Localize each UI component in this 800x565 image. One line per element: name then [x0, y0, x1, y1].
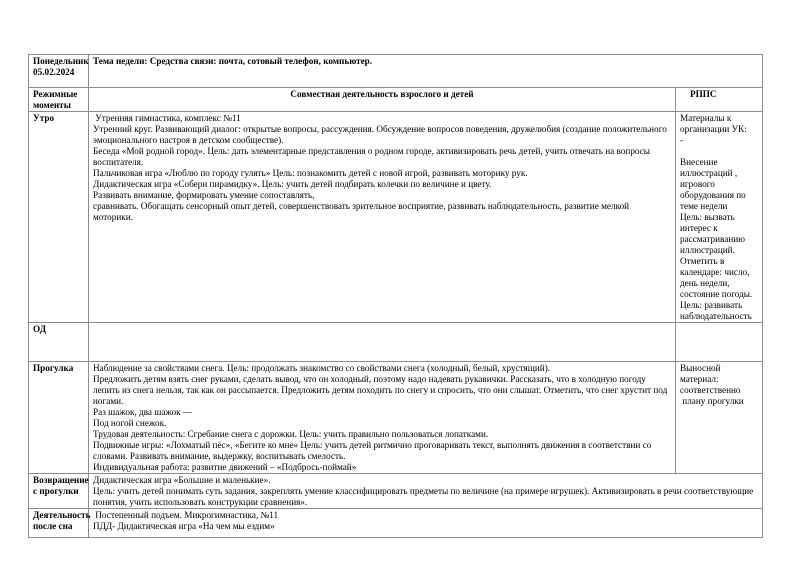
- activity-line: Трудовая деятельность: Сгребание снега с дорожки. Цель: учить правильно пользоваться лопатками.: [93, 429, 489, 439]
- rpps-line: [680, 146, 758, 157]
- activity-line: Постепенный подъем. Микрогимнастика, №11: [93, 510, 279, 520]
- activity-line: сравнивать. Обогащать сенсорный опыт детей, совершенствовать зрительное восприятие, развивать наблюдательность, развитие мелкой моторики.: [93, 201, 632, 222]
- activity-line: Дидактическая игра «Большие и маленькие».: [93, 475, 271, 485]
- rpps-line: Цель: вызвать интерес к рассматриванию иллюстраций.: [680, 212, 748, 255]
- table-row-morning: [29, 112, 763, 323]
- walk-rpps: [676, 362, 763, 474]
- row-label-after-sleep: Деятельность после сна: [29, 509, 89, 538]
- daily-plan-table: [28, 54, 763, 538]
- od-rpps: [676, 323, 763, 362]
- activity-line: Раз шажок, два шажок —: [93, 407, 193, 417]
- row-label-od: ОД: [29, 323, 89, 362]
- activity-line: Под ногой снежок.: [93, 418, 167, 428]
- week-theme-cell: Тема недели: Средства связи: почта, сотовый телефон, компьютер.: [89, 55, 763, 88]
- rpps-line: Выносной материал: соответственно: [680, 363, 741, 395]
- row-label-walk: Прогулка: [29, 362, 89, 474]
- activity-line: Утренний круг. Развивающий диалог: открытые вопросы, рассуждения. Обсуждение вопросов поведения, дружелюбия (создание положительного эмоционального настроя в детском сообществе).: [93, 124, 670, 145]
- table-row-return: [29, 474, 763, 509]
- column-header-row: [29, 88, 763, 112]
- header-row: [29, 55, 763, 88]
- activity-line: Наблюдение за свойствами снега. Цель: продолжать знакомство со свойствами снега (холодный, белый, хрустящий).: [93, 363, 551, 373]
- rpps-line: плану прогулки: [680, 396, 744, 406]
- day-label-cell: Понедельник 05.02.2024: [29, 55, 89, 88]
- activity-line: Пальчиковая игра «Люблю по городу гулять» Цель: познакомить детей с новой игрой, развивать моторику рук.: [93, 168, 528, 178]
- activity-line: Беседа «Мой родной город». Цель: дать элементарные представления о родном городе, активизировать речь детей, учить отвечать на вопросы воспитателя.: [93, 146, 653, 167]
- row-label-return: Возвращение с прогулки: [29, 474, 89, 509]
- activity-line: Предложить детям взять снег руками, сделать вывод, что он холодный, поэтому надо надевать рукавички. Рассказать, что в холодную погоду лепить из снега нельзя, так как он рассыпается. Предложить детям походить по снегу и спросить, что они слышат. Отметить, что снег хрустит под ногами.: [93, 374, 670, 406]
- activity-line: Дидактическая игра «Собери пирамидку». Цель: учить детей подбирать колечки по величине и цвету.: [93, 179, 492, 189]
- morning-activities: [89, 112, 676, 323]
- after-sleep-activities: [89, 509, 763, 538]
- activity-line: Цель: учить детей понимать суть задания, закреплять умение классифицировать предметы по величине (на примере игрушек). Активизировать в речи соответствующие понятия, учить использовать конструкции сравнения».: [93, 486, 756, 507]
- od-activities: [89, 323, 676, 362]
- rpps-line: -: [680, 135, 684, 145]
- joint-activity-header: Совместная деятельность взрослого и детей: [89, 88, 676, 112]
- rpps-line: Отметить в календаре: число, день недели, состояние погоды.: [680, 256, 753, 299]
- rpps-line: Цель: развивать наблюдательность: [680, 300, 752, 321]
- table-row-od: [29, 323, 763, 362]
- rpps-header: РППС: [676, 88, 763, 112]
- activity-line: Индивидуальная работа: развитие движений – «Подбрось-поймай»: [93, 462, 357, 472]
- row-label-morning: Утро: [29, 112, 89, 323]
- table-row-after-sleep: [29, 509, 763, 538]
- activity-line: Утренняя гимнастика, комплекс №11: [93, 113, 241, 123]
- rpps-line: Материалы к организации УК:: [680, 113, 747, 134]
- walk-activities: [89, 362, 676, 474]
- activity-line: Развивать внимание, формировать умение сопоставлять,: [93, 190, 315, 200]
- mode-header: Режимные моменты: [29, 88, 89, 112]
- activity-line: ПДД- Дидактическая игра «На чем мы ездим»: [93, 521, 275, 531]
- activity-line: Подвижные игры: «Лохматый пёс», «Бегите ко мне» Цель: учить детей ритмично проговаривать текст, выполнять движения в соответствии со словами. Развивать внимание, выдержку, воспитывать смелость.: [93, 440, 654, 461]
- return-activities: [89, 474, 763, 509]
- morning-rpps: [676, 112, 763, 323]
- rpps-line: Внесение иллюстраций , игрового оборудования по теме недели: [680, 157, 749, 211]
- table-row-walk: [29, 362, 763, 474]
